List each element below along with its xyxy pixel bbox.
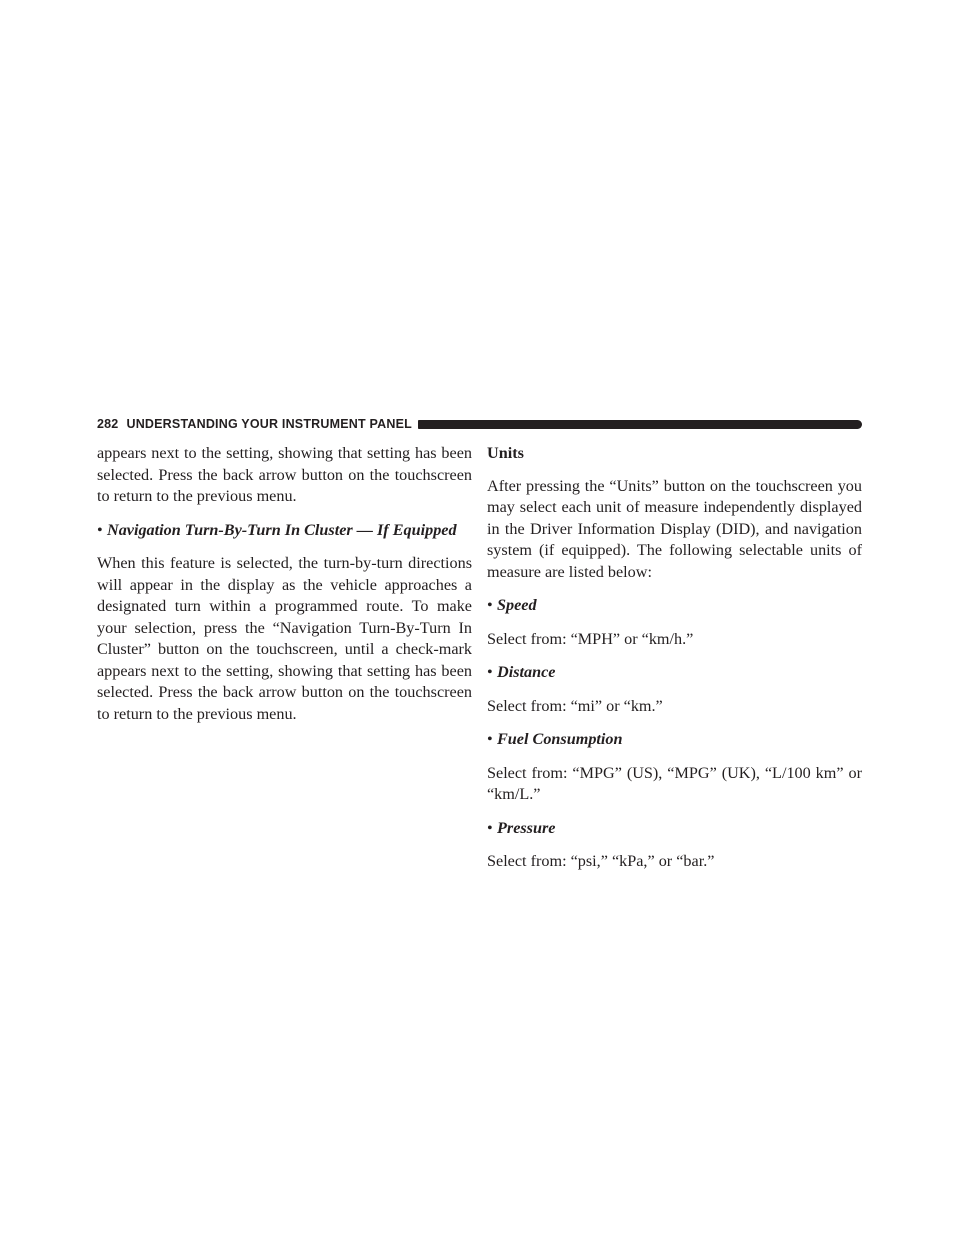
bullet-icon: • xyxy=(487,596,493,614)
bullet-label: Speed xyxy=(497,596,537,614)
bullet-label: Fuel Consumption xyxy=(497,730,623,748)
bullet-navigation-turn-by-turn xyxy=(97,520,472,542)
bullet-pressure xyxy=(487,818,862,840)
fuel-consumption-options: Select from: “MPG” (US), “MPG” (UK), “L/100 km” or “km/L.” xyxy=(487,763,862,803)
page-number: 282 xyxy=(97,417,119,431)
bullet-speed xyxy=(487,595,862,617)
paragraph-navigation-description: When this feature is selected, the turn-by-turn directions will appear in the display as the vehicle approaches a designated turn within a programmed route. To make your selection, press the “Navigation Turn-By-Turn In Cluster” button on the touchscreen, until a check-mark appears next to the setting, showing that setting has been selected. Press the back arrow button on the touchscreen to return to the previous menu. xyxy=(97,554,472,723)
bullet-icon: • xyxy=(487,663,493,681)
units-intro: After pressing the “Units” button on the touchscreen you may select each unit of measure independently displayed in the Driver Information Display (DID), and navigation system (if equipped). The following selectable units of measure are listed below: xyxy=(487,476,862,581)
bullet-label: Pressure xyxy=(497,818,556,837)
header-rule xyxy=(418,420,862,429)
bullet-distance xyxy=(487,662,862,684)
speed-options: Select from: “MPH” or “km/h.” xyxy=(487,629,694,648)
paragraph-continued: appears next to the setting, showing that setting has been selected. Press the back arrow button on the touchscreen to return to the previous menu. xyxy=(97,444,472,505)
bullet-icon: • xyxy=(487,730,493,748)
bullet-icon: • xyxy=(97,520,103,539)
section-title: UNDERSTANDING YOUR INSTRUMENT PANEL xyxy=(126,417,412,431)
left-column xyxy=(97,443,472,737)
units-heading: Units xyxy=(487,444,524,462)
pressure-options: Select from: “psi,” “kPa,” or “bar.” xyxy=(487,852,715,870)
right-column xyxy=(487,443,862,885)
bullet-label: Distance xyxy=(497,663,556,681)
bullet-fuel-consumption xyxy=(487,729,862,751)
distance-options: Select from: “mi” or “km.” xyxy=(487,696,663,715)
bullet-icon: • xyxy=(487,818,493,837)
bullet-label: Navigation Turn-By-Turn In Cluster — If Equipped xyxy=(107,520,457,539)
page-header xyxy=(97,417,862,431)
